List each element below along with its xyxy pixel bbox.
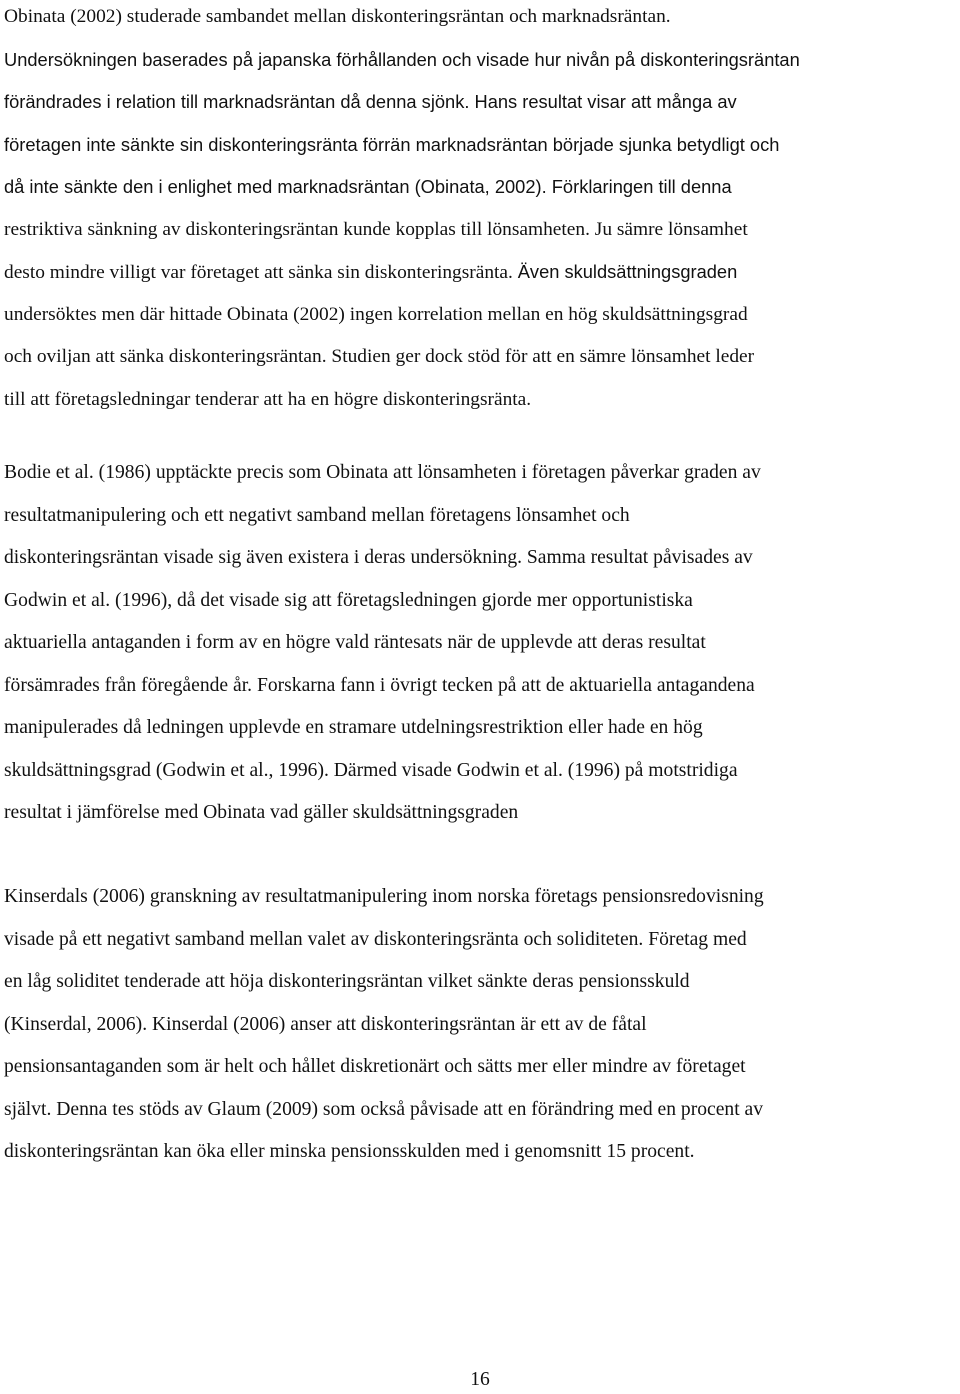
paragraph-line: aktuariella antaganden i form av en högre vald räntesats när de upplevde att deras resultat	[4, 632, 706, 653]
paragraph-line	[4, 294, 956, 337]
paragraph-line	[4, 39, 956, 82]
paragraph-line: (Kinserdal, 2006). Kinserdal (2006) anser att diskonteringsräntan är ett av de fåtal	[4, 1013, 647, 1035]
text-run: Förklaringen till denna	[551, 176, 732, 197]
paragraph-line: försämrades från föregående år. Forskarna fann i övrigt tecken på att de aktuariella antagandena	[4, 674, 755, 696]
text-run: då inte sänkte den i enlighet med marknadsräntan (Obinata, 2002).	[4, 176, 552, 197]
paragraph-line	[4, 0, 956, 39]
paragraph-line: Godwin et al. (1996), då det visade sig att företagsledningen gjorde mer opportunistiska	[4, 589, 693, 611]
paragraph-line: manipulerades då ledningen upplevde en stramare utdelningsrestriktion eller hade en hög	[4, 717, 703, 738]
text-run: till att företagsledningar tenderar att ha en högre diskonteringsränta.	[4, 388, 532, 410]
paragraph-line: en låg soliditet tenderade att höja diskonteringsräntan vilket sänkte deras pensionsskuld	[4, 971, 690, 992]
paragraph-line	[4, 251, 956, 294]
paragraph-line	[4, 336, 956, 379]
paragraph-line: visade på ett negativt samband mellan valet av diskonteringsränta och soliditeten. Företag med	[4, 928, 747, 950]
paragraph-line	[4, 124, 956, 167]
paragraph-line: diskonteringsräntan kan öka eller minska pensionsskulden med i genomsnitt 15 procent.	[4, 1141, 695, 1162]
paragraph-obinata	[4, 0, 956, 421]
paragraph-line: Kinserdals (2006) granskning av resultatmanipulering inom norska företags pensionsredovisning	[4, 886, 764, 907]
text-run: restriktiva sänkning av diskonteringsräntan kunde kopplas till lönsamheten.	[4, 218, 590, 240]
paragraph-line	[4, 379, 956, 422]
text-run: Även skuldsättningsgraden	[517, 261, 738, 282]
paragraph-bodie-godwin	[4, 452, 956, 835]
text-run: förändrades i relation till marknadsräntan då denna sjönk.	[4, 91, 475, 112]
text-run: och oviljan att sänka diskonteringsräntan.	[4, 346, 332, 367]
text-run: undersöktes men där hittade Obinata (2002) ingen korrelation mellan en hög skuldsättningsgrad	[4, 303, 748, 325]
text-run: Undersökningen baserades på japanska förhållanden och visade hur nivån på diskonteringsräntan	[4, 48, 800, 70]
paragraph-line: skuldsättningsgrad (Godwin et al., 1996). Därmed visade Godwin et al. (1996) på motstridiga	[4, 759, 738, 781]
page-number: 16	[470, 1369, 490, 1390]
paragraph-line: Bodie et al. (1986) upptäckte precis som Obinata att lönsamheten i företagen påverkar graden av	[4, 462, 761, 483]
paragraph-line	[4, 81, 956, 124]
paragraph-line: självt. Denna tes stöds av Glaum (2009) som också påvisade att en förändring med en procent av	[4, 1098, 764, 1120]
paragraph-kinserdal	[4, 876, 956, 1174]
paragraph-line	[4, 209, 956, 252]
paragraph-line: pensionsantaganden som är helt och hållet diskretionärt och sätts mer eller mindre av företaget	[4, 1056, 746, 1077]
text-run: Obinata (2002) studerade sambandet mellan diskonteringsräntan och marknadsräntan.	[4, 6, 671, 27]
text-run: Hans resultat visar att många av	[474, 91, 737, 112]
paragraph-line: diskonteringsräntan visade sig även existera i deras undersökning. Samma resultat påvisades av	[4, 547, 753, 568]
paragraph-line: resultatmanipulering och ett negativt samband mellan företagens lönsamhet och	[4, 504, 630, 526]
paragraph-line	[4, 166, 956, 209]
text-run: desto mindre villigt var företaget att sänka sin diskonteringsränta.	[4, 262, 518, 283]
text-run: Studien ger dock stöd för att en sämre lönsamhet leder	[331, 346, 755, 367]
text-run: företagen inte sänkte sin diskonteringsränta förrän marknadsräntan började sjunka betydligt och	[4, 133, 780, 155]
paragraph-line: resultat i jämförelse med Obinata vad gäller skuldsättningsgraden	[4, 802, 519, 823]
text-run: Ju sämre lönsamhet	[589, 218, 748, 240]
